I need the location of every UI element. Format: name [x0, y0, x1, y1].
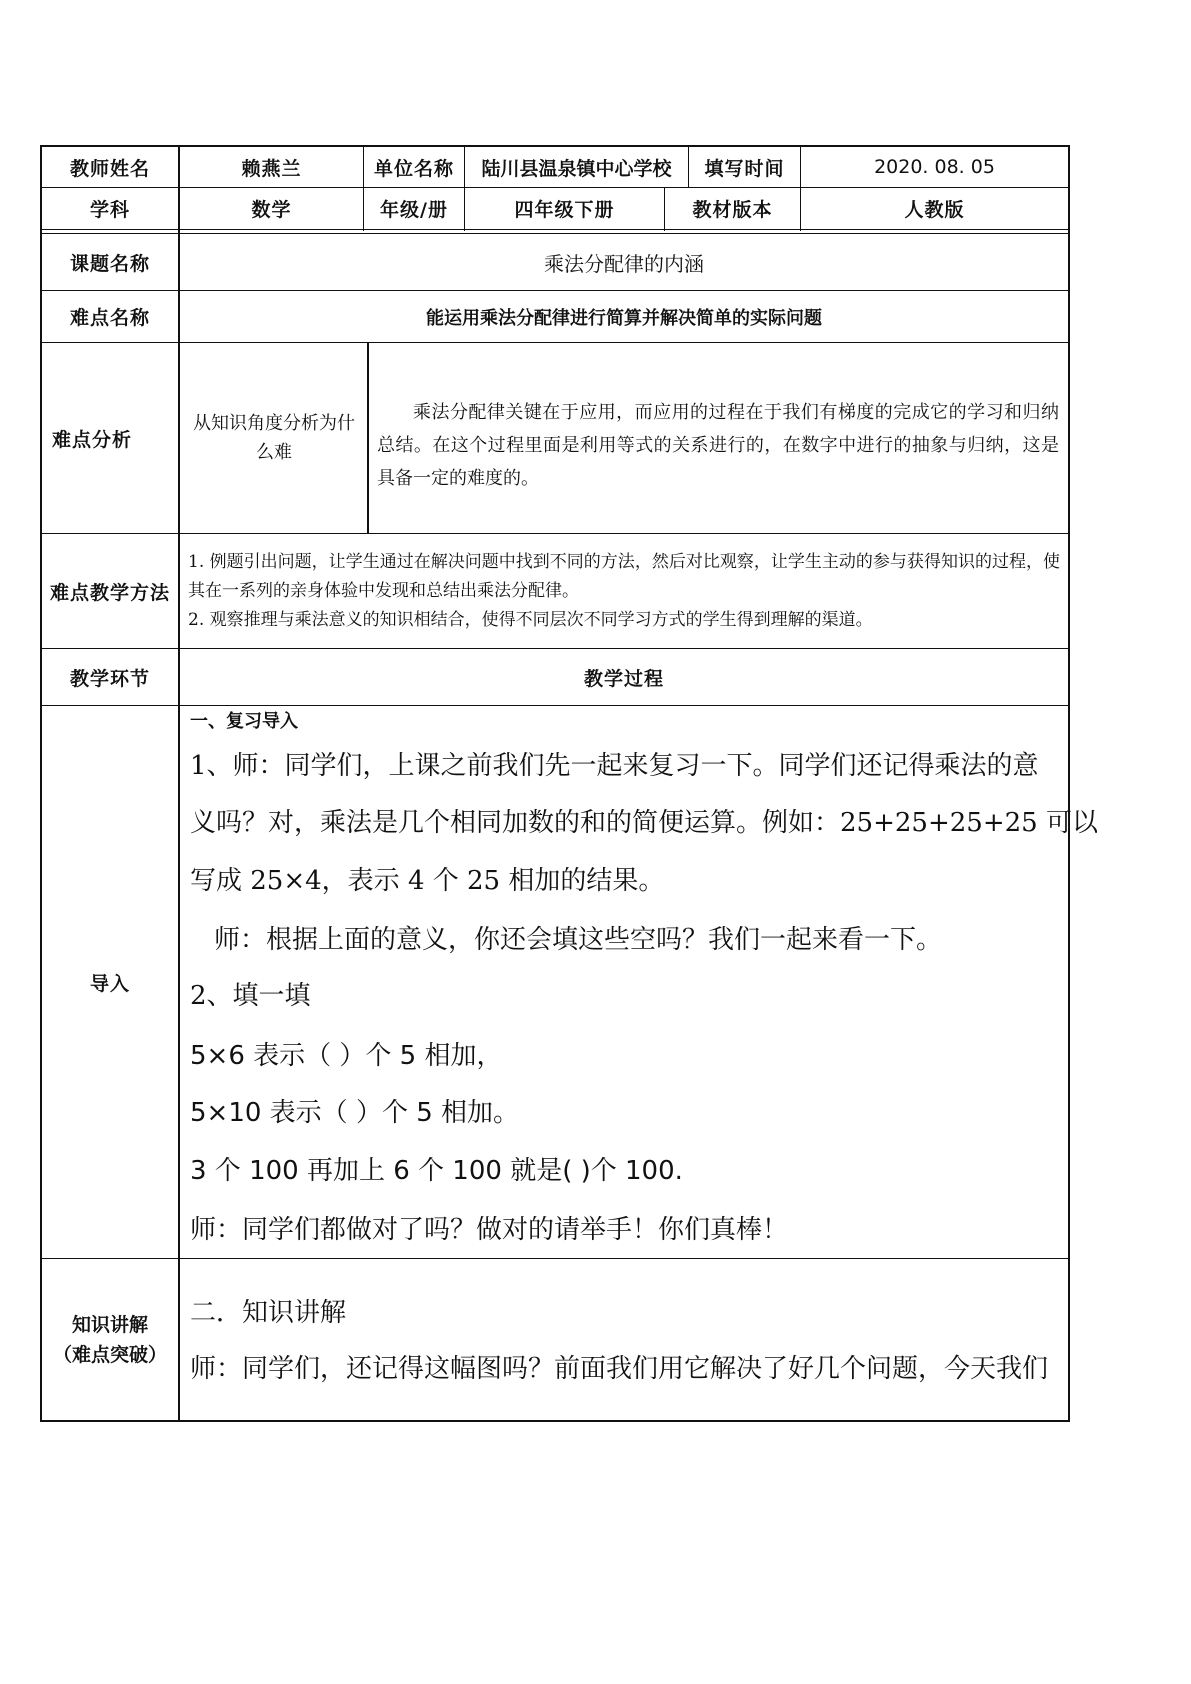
knowledge-sub-label: （难点突破） — [52, 1343, 167, 1366]
grade-value: 四年级下册 — [514, 199, 615, 221]
intro-line-3: 写成 25×4，表示 4 个 25 相加的结果。 — [190, 866, 665, 896]
subject-label: 学科 — [89, 199, 130, 221]
intro-line-6: 师：同学们都做对了吗？做对的请举手！你们真棒！ — [190, 1215, 789, 1245]
intro-line-1: 1、师：同学们，上课之前我们先一起来复习一下。同学们还记得乘法的意 — [190, 751, 1039, 781]
analysis-text: 乘法分配律关键在于应用，而应用的过程在于我们有梯度的完成它的学习和归纳总结。在这个过程里面是利用等式的关系进行的，在数字中进行的抽象与归纳，这是具备一定的难度的。 — [377, 402, 1059, 489]
fill-blank-1: 5×6 表示（ ）个 5 相加， — [190, 1041, 503, 1071]
date-value: 2020. 08. 05 — [874, 156, 995, 178]
process-title: 教学过程 — [583, 667, 664, 690]
difficulty-label: 难点名称 — [69, 307, 150, 329]
methods-item-1: 1. 例题引出问题，让学生通过在解决问题中找到不同的方法，然后对比观察，让学生主动的参与获得知识的过程，使其在一系列的亲身体验中发现和总结出乘法分配律。 — [188, 552, 1060, 601]
intro-line-2: 义吗？对，乘法是几个相同加数的和的简便运算。例如：25+25+25+25 可以 — [190, 808, 1098, 838]
analysis-col-divider — [367, 342, 369, 533]
methods-label: 难点教学方法 — [49, 581, 170, 604]
analysis-sub-label: 从知识角度分析为什么难 — [193, 413, 355, 463]
knowledge-heading: 二．知识讲解 — [190, 1298, 347, 1328]
analysis-label: 难点分析 — [52, 428, 133, 451]
intro-heading: 一、复习导入 — [190, 711, 298, 732]
difficulty-value: 能运用乘法分配律进行简算并解决简单的实际问题 — [426, 307, 822, 329]
subject-value: 数学 — [251, 199, 292, 221]
unit-label: 单位名称 — [373, 157, 454, 180]
teacher-label: 教师姓名 — [69, 157, 150, 180]
process-stage-label: 教学环节 — [69, 667, 150, 690]
knowledge-label: 知识讲解 — [71, 1313, 148, 1336]
intro-label: 导入 — [89, 972, 130, 995]
table-border-bottom — [40, 1420, 1070, 1422]
topic-label: 课题名称 — [69, 252, 150, 275]
grade-label: 年级/册 — [380, 199, 448, 221]
topic-value: 乘法分配律的内涵 — [544, 251, 704, 276]
edition-value: 人教版 — [904, 199, 965, 221]
fill-blank-3: 3 个 100 再加上 6 个 100 就是( )个 100. — [190, 1156, 683, 1186]
edition-label: 教材版本 — [692, 199, 773, 221]
intro-line-4: 师：根据上面的意义，你还会填这些空吗？我们一起来看一下。 — [214, 925, 943, 955]
row-divider — [40, 705, 1070, 706]
row-divider — [40, 1258, 1070, 1259]
intro-line-5: 2、填一填 — [190, 981, 311, 1011]
table-border-right — [1068, 145, 1070, 1422]
knowledge-label-block — [42, 1259, 178, 1420]
fill-blank-2: 5×10 表示（ ）个 5 相加。 — [190, 1098, 520, 1128]
unit-name: 陆川县温泉镇中心学校 — [481, 157, 672, 180]
teacher-name: 赖燕兰 — [241, 157, 302, 180]
knowledge-line-1: 师：同学们，还记得这幅图吗？前面我们用它解决了好几个问题，今天我们 — [190, 1354, 1049, 1384]
row-divider — [40, 533, 1070, 534]
date-label: 填写时间 — [704, 157, 785, 180]
row-divider — [40, 229, 1070, 230]
methods-item-2: 2. 观察推理与乘法意义的知识相结合，使得不同层次不同学习方式的学生得到理解的渠道。 — [188, 610, 873, 630]
